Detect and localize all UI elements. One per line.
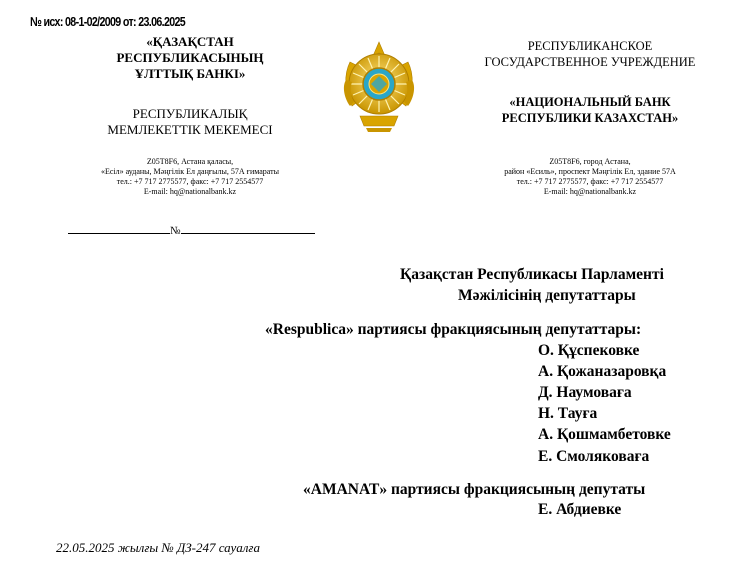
ru-name-line: «НАЦИОНАЛЬНЫЙ БАНК (509, 95, 671, 109)
kz-address-line: Z05T8F6, Астана қаласы, (146, 157, 234, 166)
ru-address-line: E-mail: hq@nationalbank.kz (543, 187, 637, 196)
ru-type-line: ГОСУДАРСТВЕННОЕ УЧРЕЖДЕНИЕ (484, 55, 696, 69)
number-sign: № (170, 225, 181, 237)
ru-address-line: Z05T8F6, город Астана, (549, 157, 631, 166)
kz-type-line: РЕСПУБЛИКАЛЫҚ (132, 106, 248, 121)
kz-address-line: тел.: +7 717 2775577, факс: +7 717 2554577 (116, 177, 264, 186)
parliament-line: Мәжілісінің депутаттары (458, 287, 636, 304)
ru-institution-type (440, 38, 740, 70)
blank-line (181, 224, 315, 234)
deputy-name: Е. Смоляковаға (538, 448, 650, 465)
amanat-faction-heading: «AMANAT» партиясы фракциясының депутаты (303, 481, 646, 498)
blank-line (68, 224, 170, 234)
outgoing-number-field (68, 224, 315, 237)
deputy-name: Д. Наумоваға (538, 384, 632, 401)
ru-address (455, 157, 725, 197)
deputy-name: Е. Абдиевке (538, 501, 622, 518)
parliament-line: Қазақстан Республикасы Парламенті (400, 266, 664, 283)
kz-institution-type (60, 106, 320, 138)
deputy-name: А. Қожаназаровқа (538, 363, 667, 380)
deputy-name: А. Қошмамбетовке (538, 426, 671, 443)
kz-type-line: МЕМЛЕКЕТТІК МЕКЕМЕСІ (107, 122, 273, 137)
ru-address-line: район «Есиль», проспект Мәңгілік Ел, здание 57А (504, 167, 676, 176)
ru-bank-name (440, 94, 740, 126)
deputy-name: О. Құспековке (538, 342, 640, 359)
kz-bank-name (60, 34, 320, 82)
deputy-name: Н. Тауға (538, 405, 598, 422)
kz-address-line: E-mail: hq@nationalbank.kz (143, 187, 237, 196)
state-emblem-icon (338, 36, 420, 136)
kz-address (55, 157, 325, 197)
registration-number: № исх: 08-1-02/2009 от: 23.06.2025 (30, 14, 186, 29)
ru-type-line: РЕСПУБЛИКАНСКОЕ (527, 39, 653, 53)
ru-address-line: тел.: +7 717 2775577, факс: +7 717 2554577 (516, 177, 664, 186)
kz-name-line: ҰЛТТЫҚ БАНКІ» (134, 66, 246, 81)
reference-line: 22.05.2025 жылғы № ДЗ-247 сауалға (56, 540, 261, 555)
kz-name-line: «ҚАЗАҚСТАН (146, 34, 234, 49)
kz-address-line: «Есіл» ауданы, Мәңгілік Ел даңғылы, 57А ғимараты (100, 167, 280, 176)
kz-name-line: РЕСПУБЛИКАСЫНЫҢ (116, 50, 264, 65)
ru-name-line: РЕСПУБЛИКИ КАЗАХСТАН» (501, 111, 679, 125)
respublica-faction-heading: «Respublica» партиясы фракциясының депутаттары: (265, 321, 642, 338)
